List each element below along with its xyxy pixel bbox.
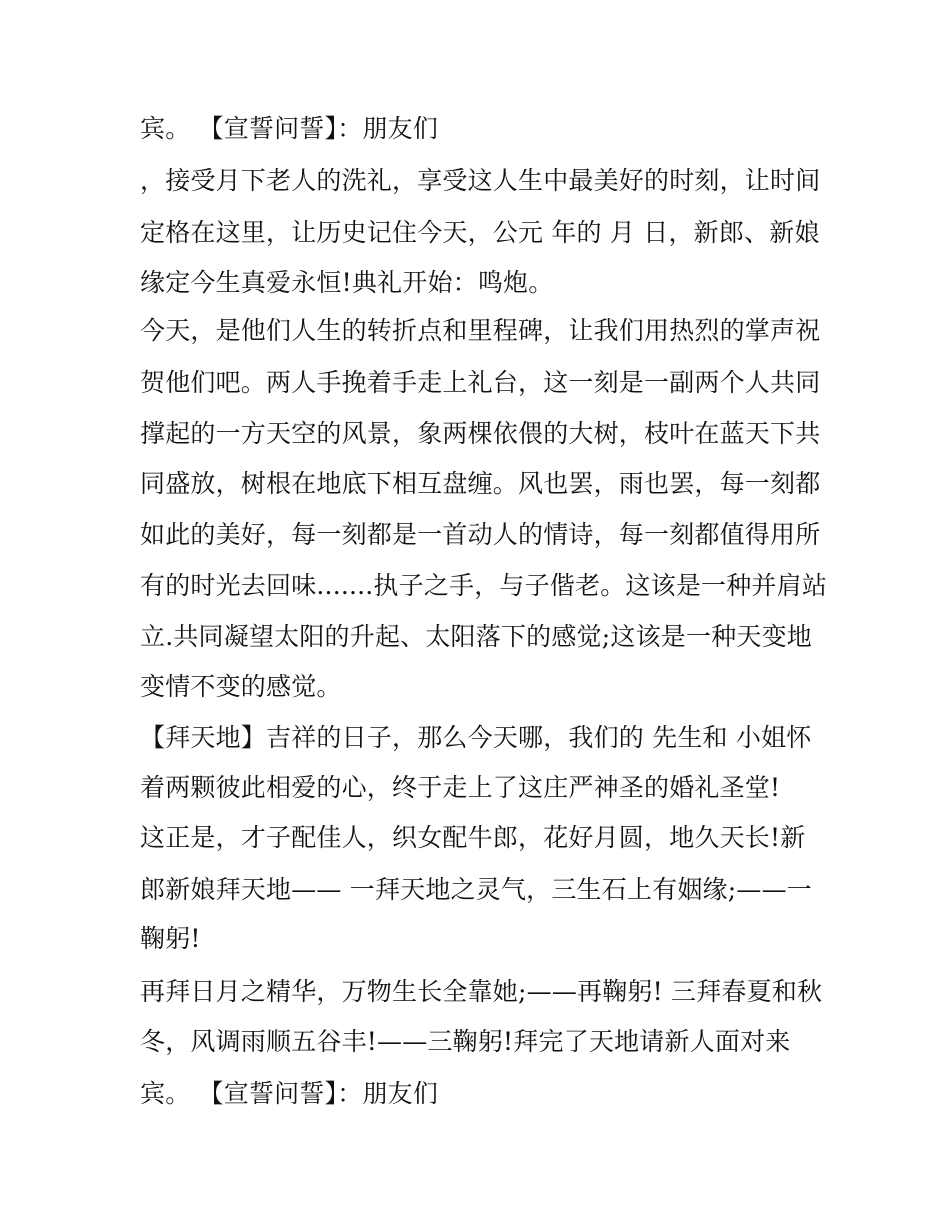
text-line: 宾。 【宣誓问誓】：朋友们 (140, 114, 439, 143)
text-line: 宾。 【宣誓问誓】：朋友们 (140, 1079, 439, 1108)
text-line: 撑起的一方天空的风景，象两棵依偎的大树，枝叶在蓝天下共 (140, 419, 821, 448)
text-line: 同盛放，树根在地底下相互盘缠。风也罢，雨也罢，每一刻都 (140, 469, 821, 498)
text-line: 立.共同凝望太阳的升起、太阳落下的感觉;这该是一种天变地 (140, 622, 812, 651)
text-line: 【拜天地】吉祥的日子，那么今天哪，我们的 先生和 小姐怀 (140, 723, 812, 752)
text-line: 这正是，才子配佳人，织女配牛郎，花好月圆，地久天长!新 (140, 823, 806, 852)
text-line: 再拜日月之精华，万物生长全靠她;——再鞠躬! 三拜春夏和秋 (140, 977, 823, 1006)
text-line: 变情不变的感觉。 (140, 672, 342, 701)
text-line: 鞠躬! (140, 924, 201, 953)
text-line: 着两颗彼此相爱的心，终于走上了这庄严神圣的婚礼圣堂! (140, 773, 781, 802)
text-line: 有的时光去回味.......执子之手，与子偕老。这该是一种并肩站 (140, 571, 828, 600)
text-line: 今天，是他们人生的转折点和里程碑，让我们用热烈的掌声祝 (140, 316, 821, 345)
text-line: 贺他们吧。两人手挽着手走上礼台，这一刻是一副两个人共同 (140, 368, 821, 397)
text-line: ，接受月下老人的洗礼，享受这人生中最美好的时刻，让时间 (140, 166, 821, 195)
text-line: 冬，风调雨顺五谷丰!——三鞠躬!拜完了天地请新人面对来 (140, 1027, 791, 1056)
text-line: 如此的美好，每一刻都是一首动人的情诗，每一刻都值得用所 (140, 520, 821, 549)
text-line: 定格在这里，让历史记住今天，公元 年的 月 日，新郎、新娘 (140, 218, 820, 247)
text-line: 郎新娘拜天地—— 一拜天地之灵气，三生石上有姻缘;——一 (140, 875, 812, 904)
text-line: 缘定今生真爱永恒!典礼开始：鸣炮。 (140, 268, 554, 297)
